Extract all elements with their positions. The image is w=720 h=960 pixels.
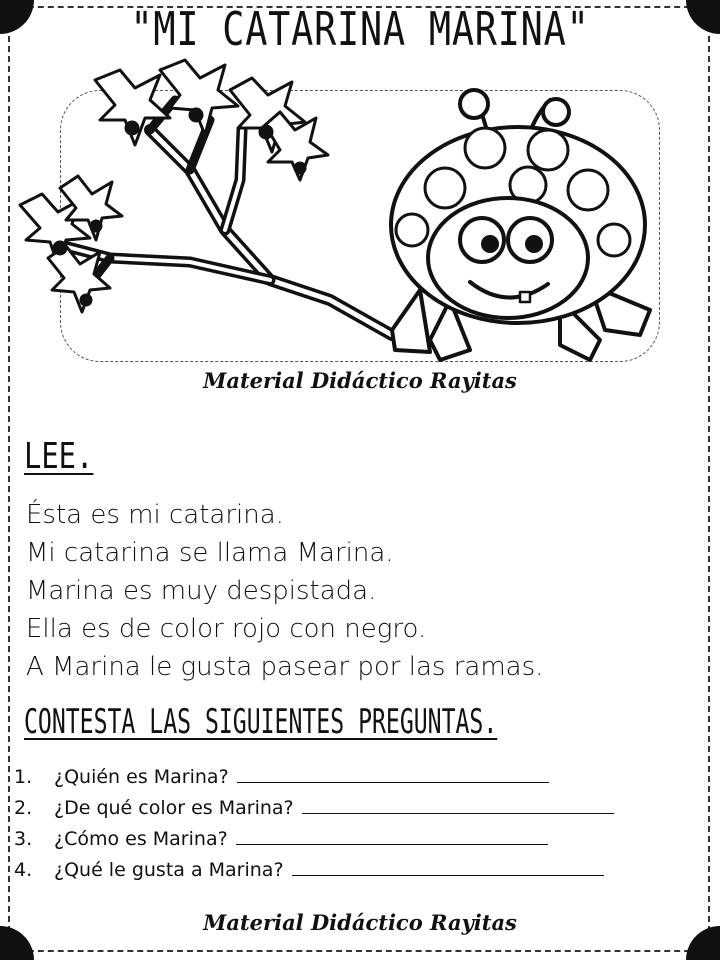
question-item: [14, 762, 614, 793]
answer-line[interactable]: [302, 813, 614, 814]
question-text: ¿De qué color es Marina?: [54, 797, 294, 819]
watermark-bottom: Material Didáctico Rayitas: [203, 910, 517, 935]
question-text: ¿Quién es Marina?: [54, 766, 229, 788]
reading-passage: [26, 496, 543, 686]
read-heading: LEE.: [24, 436, 94, 477]
reading-line: A Marina le gusta pasear por las ramas.: [26, 652, 544, 682]
question-item: [14, 855, 614, 886]
reading-line: Marina es muy despistada.: [26, 576, 377, 606]
reading-line: Ella es de color rojo con negro.: [26, 614, 427, 644]
question-number: 4.: [14, 859, 33, 881]
questions-heading: CONTESTA LAS SIGUIENTES PREGUNTAS.: [24, 702, 498, 742]
branch-with-flowers-icon: [20, 60, 392, 335]
watermark-top: Material Didáctico Rayitas: [203, 368, 517, 393]
question-text: ¿Qué le gusta a Marina?: [54, 859, 284, 881]
answer-line[interactable]: [292, 875, 604, 876]
illustration: [0, 0, 720, 370]
question-item: [14, 793, 614, 824]
question-item: [14, 824, 614, 855]
reading-line: Mi catarina se llama Marina.: [26, 538, 394, 568]
question-number: 1.: [14, 766, 33, 788]
answer-line[interactable]: [236, 844, 548, 845]
question-text: ¿Cómo es Marina?: [54, 828, 228, 850]
question-list: [14, 762, 614, 886]
question-number: 3.: [14, 828, 33, 850]
worksheet-title: "MI CATARINA MARINA": [130, 2, 590, 56]
question-number: 2.: [14, 797, 33, 819]
ladybug-icon: [391, 90, 650, 360]
answer-line[interactable]: [237, 782, 549, 783]
reading-line: Ésta es mi catarina.: [26, 500, 284, 530]
